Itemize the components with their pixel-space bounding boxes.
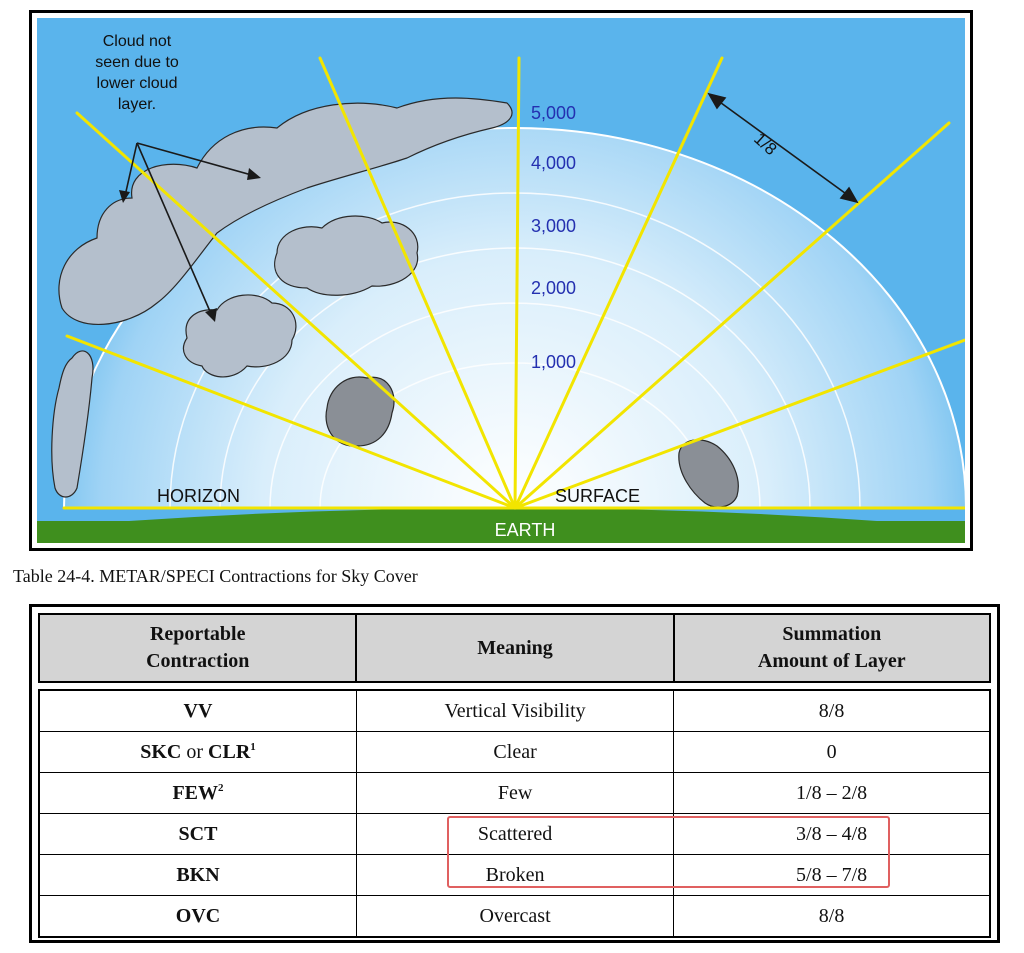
amount-cell: 8/8	[674, 896, 990, 938]
contraction-cell: SCT	[39, 814, 357, 855]
table-row	[39, 896, 990, 938]
annotation-line-4: layer.	[117, 96, 157, 113]
altitude-label-2000: 2,000	[531, 278, 577, 298]
contraction-cell: VV	[39, 690, 357, 732]
meaning-cell: Broken	[357, 855, 674, 896]
amount-cell: 5/8 – 7/8	[674, 855, 990, 896]
contraction-cell: SKC or CLR$^1$	[39, 732, 357, 773]
surface-label: SURFACE	[555, 486, 641, 506]
sky-cover-table	[29, 604, 1000, 943]
meaning-cell: Few	[357, 773, 674, 814]
horizon-label: HORIZON	[157, 486, 240, 506]
altitude-label-3000: 3,000	[531, 216, 577, 236]
sky-cover-diagram	[37, 18, 965, 543]
meaning-cell: Vertical Visibility	[357, 690, 674, 732]
contraction-cell: OVC	[39, 896, 357, 938]
amount-cell: 3/8 – 4/8	[674, 814, 990, 855]
table-row	[39, 732, 990, 773]
annotation-line-3: lower cloud	[96, 75, 178, 92]
meaning-cell: Overcast	[357, 896, 674, 938]
contraction-cell: BKN	[39, 855, 357, 896]
amount-cell: 0	[674, 732, 990, 773]
sector-label: 1/8	[750, 129, 781, 160]
earth-label: EARTH	[494, 520, 556, 540]
header-contraction: Reportable Contraction	[39, 614, 356, 682]
amount-cell: 1/8 – 2/8	[674, 773, 990, 814]
table-caption: Table 24-4. METAR/SPECI Contractions for Sky Cover	[13, 566, 418, 586]
meaning-cell: Clear	[357, 732, 674, 773]
header-meaning: Meaning	[356, 614, 673, 682]
contraction-cell: FEW$^2$	[39, 773, 357, 814]
amount-cell: 8/8	[674, 690, 990, 732]
meaning-cell: Scattered	[357, 814, 674, 855]
table-row	[39, 690, 990, 732]
header-amount: Summation Amount of Layer	[674, 614, 990, 682]
table-header	[38, 613, 991, 683]
table-body	[38, 689, 991, 938]
table-row	[39, 773, 990, 814]
altitude-label-1000: 1,000	[531, 352, 577, 372]
altitude-label-5000: 5,000	[531, 103, 577, 123]
altitude-label-4000: 4,000	[531, 153, 577, 173]
highlight-box	[447, 816, 890, 888]
annotation-line-1: Cloud not	[102, 33, 172, 50]
sky-cover-figure	[29, 10, 973, 551]
annotation-line-2: seen due to	[95, 54, 179, 71]
